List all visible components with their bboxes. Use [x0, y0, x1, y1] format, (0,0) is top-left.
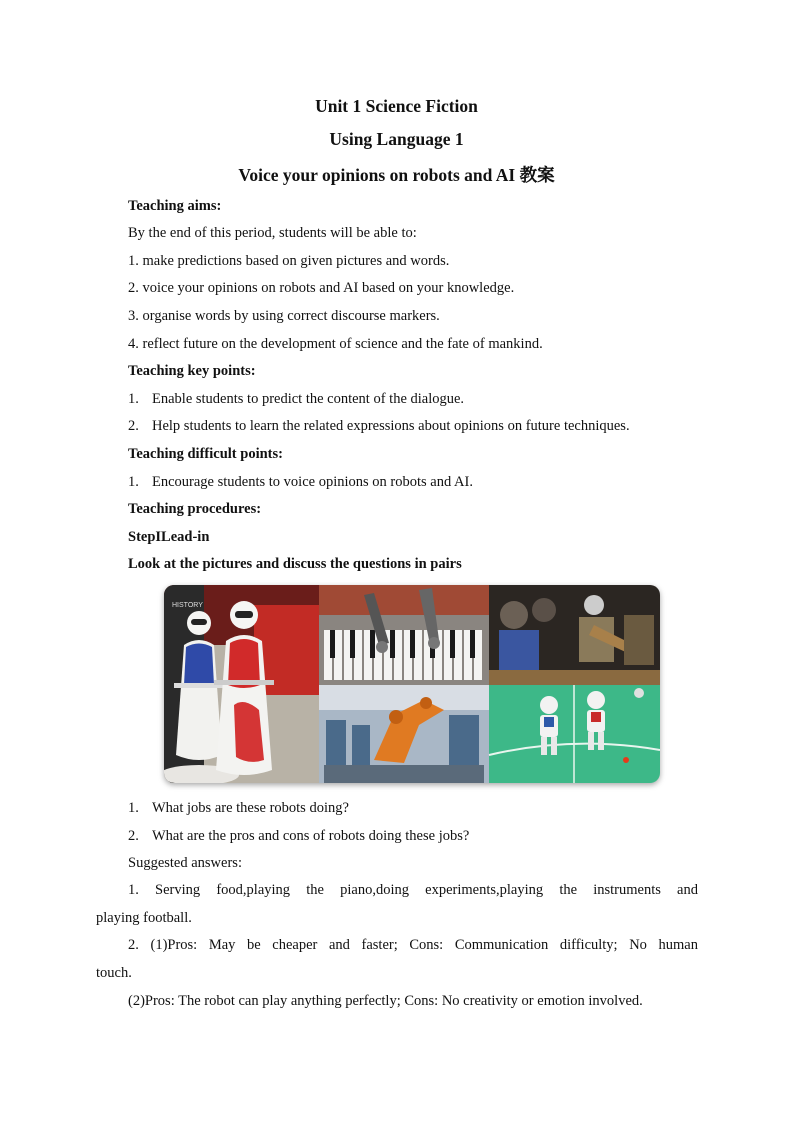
lesson-title: Voice your opinions on robots and AI 教案 [238, 165, 555, 185]
aim-item: 1. make predictions based on given pictures and words. [128, 253, 450, 269]
question-item [128, 800, 349, 817]
key-point-number: 2. [128, 418, 139, 434]
aim-item: 4. reflect future on the development of science and the fate of mankind. [128, 336, 543, 352]
question-text: What are the pros and cons of robots doing these jobs? [152, 828, 470, 844]
answer-3-line: (2)Pros: The robot can play anything perfectly; Cons: No creativity or emotion involved. [128, 993, 643, 1009]
laboratory-robot-photo [319, 685, 489, 783]
difficult-point-number: 1. [128, 474, 139, 490]
aim-item: 2. voice your opinions on robots and AI based on your knowledge. [128, 280, 515, 296]
answer-2-line-2: touch. [96, 965, 132, 981]
document-title: Unit 1 Science Fiction [315, 96, 478, 116]
document-subtitle: Using Language 1 [329, 129, 464, 149]
history-sign: HISTORY [172, 602, 203, 609]
aim-item: 3. organise words by using correct discourse markers. [128, 308, 440, 324]
question-text: What jobs are these robots doing? [152, 800, 349, 816]
instruction-text: Look at the pictures and discuss the questions in pairs [128, 556, 462, 572]
difficult-point-text: Encourage students to voice opinions on robots and AI. [152, 474, 473, 490]
key-point-text: Enable students to predict the content of the dialogue. [152, 391, 465, 407]
aims-heading: Teaching aims: [128, 198, 222, 214]
key-point-item [128, 418, 630, 435]
answer-1-line-1: 1. Serving food,playing the piano,doing experiments,playing the instruments and [128, 882, 698, 898]
aims-intro: By the end of this period, students will be able to: [128, 225, 417, 241]
question-number: 2. [128, 828, 139, 844]
robots-photo-collage [164, 585, 660, 783]
key-points-heading: Teaching key points: [128, 363, 256, 379]
answer-1-line-2: playing football. [96, 910, 192, 926]
answer-2-line-1: 2. (1)Pros: May be cheaper and faster; Cons: Communication difficulty; No human [128, 937, 698, 953]
step-heading: StepILead-in [128, 529, 210, 545]
piano-robot-photo [319, 585, 489, 685]
procedures-heading: Teaching procedures: [128, 501, 262, 517]
instrument-robots-photo [489, 585, 660, 685]
difficult-points-heading: Teaching difficult points: [128, 446, 283, 462]
football-robots-photo [489, 685, 660, 783]
difficult-point-item [128, 474, 473, 491]
question-number: 1. [128, 800, 139, 816]
key-point-item [128, 391, 464, 408]
serving-robots-photo [164, 585, 319, 783]
suggested-answers-heading: Suggested answers: [128, 855, 242, 871]
question-item [128, 828, 469, 845]
key-point-number: 1. [128, 391, 139, 407]
key-point-text: Help students to learn the related expressions about opinions on future techniques. [152, 418, 630, 434]
